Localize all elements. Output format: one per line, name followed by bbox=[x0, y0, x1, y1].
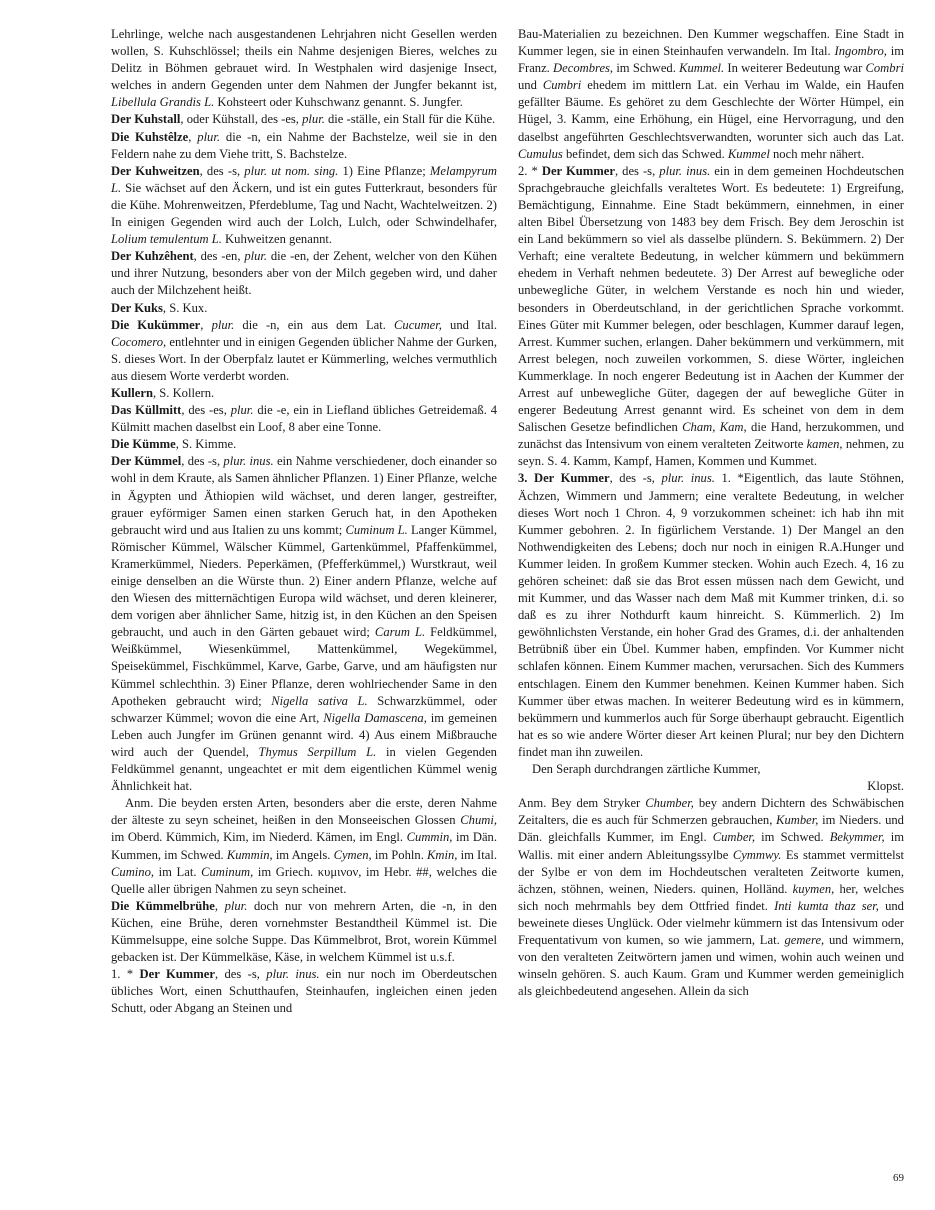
entry-text: Langer Kümmel, Römischer Kümmel, Wälscher Kümmel, Gartenkümmel, Pfaffenkümmel, Kramerkümmel, Nieders. Peperkämen, (Pfefferkümmel,) Wurstkraut, weil einige denselben an die Würste thun. 2) Einer andern Pflanze, welche auf den Wiesen des mitternächtigen Europa wild wächset, und deren kleinerer, dem vorigen aber ähnlicher Same, hitzig ist, in den Küchen an den Speisen gebraucht, und auch in den Gärten gebauet wird; bbox=[111, 522, 497, 640]
italic-term: plur. ut nom. sing. bbox=[244, 163, 339, 178]
entry-text: ein Nahme verschiedener, doch einander so wohl in dem Kraute, als Samen ähnlicher Pflanzen. 1) Einer Pflanze, welche in Ägypten und Äthiopien wild wächset, und deren langer, gestreifter, grauer eyförmiger Samen einen starken Geruch hat, in den Apotheken gebraucht wird und aus Italien zu uns kommt; bbox=[111, 454, 497, 537]
entry-text: die -n, ein Nahme der Bachstelze, weil sie in den Feldern nahe zu dem Viehe tritt, S. Bachstelze. bbox=[111, 129, 498, 161]
headword: Die Kümmelbrühe bbox=[111, 898, 215, 913]
italic-term: Cumber, bbox=[712, 830, 756, 845]
entry-text: , S. Kimme. bbox=[175, 437, 237, 452]
italic-term: Chumber, bbox=[645, 796, 694, 811]
entry-text: , bbox=[214, 898, 225, 913]
entry-text: Schwarzkümmel, oder schwarzer Kümmel; wovon die eine Art, bbox=[111, 693, 497, 725]
italic-term: Lolium temulentum L. bbox=[111, 232, 222, 247]
italic-term: Cucumer, bbox=[394, 317, 442, 332]
entry-text: Kuhweitzen genannt. bbox=[221, 232, 333, 247]
left-column-entry bbox=[111, 402, 497, 436]
entry-text: Feldkümmel, Weißkümmel, Wiesenkümmel, Mattenkümmel, Wegekümmel, Speisekümmel, Fischkümmel, Karve, Garbe, Garve, und am häufigsten nur Kümmel schlechthin. 3) Einer Pflanze, deren wohlriechender Same in den Apotheken gebraucht wird; bbox=[111, 625, 497, 708]
italic-term: Cham, Kam, bbox=[682, 420, 747, 435]
left-column-entry bbox=[111, 966, 497, 1017]
entry-text: her, welches sich noch mehrmahls bey dem Ottfried findet. bbox=[518, 881, 904, 913]
italic-term: kamen, bbox=[806, 437, 843, 452]
right-column-entry bbox=[518, 470, 904, 761]
entry-text: Anm. Die beyden ersten Arten, besonders aber die erste, deren Nahme der älteste zu seyn scheinet, heißen in den Monseeischen Glossen bbox=[111, 796, 497, 828]
entry-text: , bbox=[200, 317, 212, 332]
left-column-entry bbox=[111, 436, 497, 453]
italic-term: Kummel. bbox=[679, 61, 725, 76]
entry-text: , des -es, bbox=[181, 403, 231, 418]
entry-text: 2. * bbox=[518, 163, 542, 178]
headword: Der Kuhstall bbox=[111, 112, 181, 127]
italic-term: plur. bbox=[224, 898, 248, 913]
right-column-entry bbox=[518, 26, 904, 163]
entry-text: , S. Kux. bbox=[162, 300, 208, 315]
entry-text: und beweinete dieses Unglück. Oder vielmehr kümmern ist das Intensivum oder Frequentativum von kumen, so wie jammern, Lat. bbox=[518, 898, 904, 947]
italic-term: Combri bbox=[865, 61, 904, 76]
italic-term: kuymen, bbox=[792, 881, 835, 896]
headword: Der Kümmel bbox=[111, 454, 182, 469]
italic-term: Cymen, bbox=[333, 847, 372, 862]
left-column bbox=[111, 26, 497, 1017]
italic-term: plur. inus. bbox=[266, 967, 320, 982]
italic-term: Libellula Grandis L. bbox=[111, 95, 215, 110]
entry-text: im Schwed. bbox=[755, 830, 830, 845]
italic-term: plur. bbox=[211, 317, 235, 332]
left-column-entry bbox=[111, 129, 497, 163]
italic-term: Cocomero, bbox=[111, 334, 167, 349]
entry-text: in vielen Gegenden Feldkümmel genannt, ungeachtet er mit dem eigentlichen Kümmel wenig Ähnlichkeit hat. bbox=[111, 744, 497, 794]
entry-text: im Franz. bbox=[518, 44, 904, 76]
entry-text: im Nieders. und Dän. gleichfalls Kummer, im Engl. bbox=[518, 813, 904, 845]
italic-term: Cumulus bbox=[518, 146, 563, 161]
left-column-entry bbox=[111, 453, 497, 795]
italic-term: Inti kumta thaz ser, bbox=[774, 898, 879, 913]
left-column-entry bbox=[111, 795, 497, 898]
italic-term: plur. bbox=[244, 249, 268, 264]
entry-text: noch mehr nähert. bbox=[769, 146, 865, 161]
entry-text: Sie wächset auf den Äckern, und ist ein gutes Futterkraut, besonders für die Kühe. Mohrenweitzen, Pferdeblume, Tag und Nacht, Wachtelweitzen. 2) In einigen Gegenden wird auch der Lolch, Lulch, oder Schwindelhafer, bbox=[111, 180, 497, 230]
italic-term: plur. inus. bbox=[659, 163, 711, 178]
headword: Der Kuhzêhent bbox=[111, 249, 194, 264]
entry-text: befindet, dem sich das Schwed. bbox=[562, 146, 728, 161]
entry-text: die -en, der Zehent, welcher von den Kühen und ihrer Nutzung, besonders aber von der Milch gegeben wird, und daher auch der Milchzehent heißt. bbox=[111, 249, 497, 298]
italic-term: Decombres, bbox=[553, 61, 614, 76]
italic-term: Nigella Damascena, bbox=[323, 710, 427, 725]
entry-text: ein nur noch im Oberdeutschen übliches Wort, einen Schutthaufen, Steinhaufen, ingleichen einen jeden Schutt, oder Abgang an Steinen und bbox=[111, 967, 498, 1016]
entry-text: im Dän. Kummen, im Schwed. bbox=[111, 830, 497, 862]
entry-text: Den Seraph durchdrangen zärtliche Kummer, bbox=[532, 762, 761, 777]
entry-text: und bbox=[518, 78, 543, 93]
italic-term: plur. inus. bbox=[223, 454, 274, 469]
entry-text: und Ital. bbox=[441, 317, 497, 332]
italic-term: Cuminum L. bbox=[345, 522, 408, 537]
entry-text: Lehrlinge, welche nach ausgestandenen Lehrjahren nicht Gesellen werden wollen, S. Kuhschlössel; theils ein Nahme desjenigen Bieres, welches zu Delitz in Böhmen gebrauet wird. In Westphalen wird dasjenige Insect, welches in andern Gegenden unter dem Nahmen der Jungfer bekannt ist, bbox=[111, 27, 497, 93]
italic-term: Ingombro, bbox=[834, 44, 887, 59]
entry-text: Bau-Materialien zu bezeichnen. Den Kummer wegschaffen. Eine Stadt in Kummer legen, sie in einen Steinhaufen verwandeln. Im Ital. bbox=[518, 27, 904, 59]
right-column bbox=[518, 26, 904, 1000]
entry-text: , des -s, bbox=[214, 967, 267, 982]
entry-text: 1. * bbox=[111, 967, 140, 982]
entry-text: die -ställe, ein Stall für die Kühe. bbox=[324, 112, 496, 127]
entry-text: Es stammet vermittelst der Sylbe er von dem im Hochdeutschen veralteten Zeitworte kumen, ächzen, stöhnen, weinen, Nieders. quinen, Holländ. bbox=[518, 847, 905, 896]
entry-text: , S. Kollern. bbox=[152, 385, 215, 400]
headword: Das Küllmitt bbox=[111, 403, 182, 418]
italic-term: Cymmwy. bbox=[732, 847, 782, 862]
right-column-entry bbox=[518, 163, 904, 471]
entry-text: nehmen, zu seyn. S. 4. Kamm, Kampf, Hamen, Kommen und Kummet. bbox=[518, 437, 905, 469]
left-column-entry bbox=[111, 163, 497, 248]
entry-text: im Pohln. bbox=[371, 847, 427, 862]
headword: Der Kummer bbox=[139, 967, 215, 982]
headword: 3. Der Kummer bbox=[518, 471, 610, 486]
left-column-entry bbox=[111, 26, 497, 111]
entry-text: bey andern Dichtern des Schwäbischen Zeitalters, die es auch für Schmerzen gebrauchen, bbox=[518, 796, 904, 828]
headword: Die Kuhstêlze bbox=[111, 129, 189, 144]
left-column-entry bbox=[111, 300, 497, 317]
entry-text: ehedem im mittlern Lat. ein Verhau im Walde, ein Haufen gefällter Bäume. Es gehöret zu dem Geschlechte der Wörter Hümpel, ein Hügel, 3. Kamm, eine Erhöhung, ein Hügel, eine Hervorragung, und den daselbst angeführten Geschlechtsverwandten, worunter sich auch das Lat. bbox=[518, 78, 904, 144]
italic-term: Thymus Serpillum L. bbox=[258, 744, 377, 759]
entry-text: , des -s, bbox=[199, 163, 245, 178]
entry-text: 1) Eine Pflanze; bbox=[338, 163, 430, 178]
entry-text: im Lat. bbox=[154, 864, 202, 879]
italic-term: plur. bbox=[302, 112, 325, 127]
italic-term: Nigella sativa L. bbox=[271, 693, 368, 708]
italic-term: Kumber, bbox=[776, 813, 819, 828]
italic-term: plur. bbox=[230, 403, 254, 418]
headword: Die Kukümmer bbox=[111, 317, 201, 332]
entry-text: die Hand, herzukommen, und zunächst das Intensivum von einem veralteten Zeitworte bbox=[518, 420, 905, 452]
entry-text: , des -s, bbox=[609, 471, 662, 486]
italic-term: Cummin, bbox=[406, 830, 453, 845]
right-column-entry bbox=[518, 761, 904, 778]
left-column-entry bbox=[111, 317, 497, 385]
italic-term: Kummel bbox=[727, 146, 770, 161]
italic-term: Cuminum, bbox=[201, 864, 254, 879]
headword: Der Kuks bbox=[111, 300, 163, 315]
left-column-entry bbox=[111, 111, 497, 128]
entry-text: im Wallis. mit einer andern Ableitungssylbe bbox=[518, 830, 905, 862]
entry-text: entlehnter und in einigen Gegenden üblicher Nahme der Gurken, S. dieses Wort. In der Oberpfalz lautet er Kümmerling, welches vermuthlich aus diesem Worte verderbt worden. bbox=[111, 334, 497, 383]
entry-text: im Angels. bbox=[272, 847, 334, 862]
italic-term: plur. inus. bbox=[661, 471, 715, 486]
italic-term: Cumbri bbox=[542, 78, 582, 93]
entry-text: Klopst. bbox=[867, 779, 904, 794]
left-column-entry bbox=[111, 248, 497, 299]
entry-text: im Schwed. bbox=[613, 61, 680, 76]
headword: Der Kuhweitzen bbox=[111, 163, 200, 178]
entry-text: im Ital. bbox=[457, 847, 497, 862]
page-number: 69 bbox=[893, 1172, 904, 1184]
italic-term: Kummin, bbox=[226, 847, 273, 862]
italic-term: Carum L. bbox=[374, 625, 426, 640]
entry-text: im gemeinen Leben auch Jungfer im Grünen genannt wird. 4) Aus einem Mißbrauche wird auch der Quendel, bbox=[111, 710, 497, 759]
entry-text: , des -s, bbox=[181, 454, 224, 469]
entry-text: , oder Kühstall, des -es, bbox=[180, 112, 303, 127]
left-column-entry bbox=[111, 898, 497, 966]
right-column-entry bbox=[518, 795, 904, 1000]
italic-term: gemere, bbox=[784, 932, 825, 947]
entry-text: im Oberd. Kümmich, Kim, im Niederd. Kämen, im Engl. bbox=[111, 830, 407, 845]
entry-text: ein in dem gemeinen Hochdeutschen Sprachgebrauche gleichfalls veraltetes Wort. Es bedeutete: 1) Ergreifung, Bemächtigung, Einnahme. Eine Stadt bekümmern, einnehmen, in einer alten Bibel Übersetzung von 1483 bey dem Frisch. Bey dem Jeroschin ist ein Land bekümmern so viel als dasselbe plündern. S. Bekümmern. 2) Der Verhaft; eine veraltete Bedeutung, in welcher kümmern und bekümmern ehedem in Verhaft nehmen bedeutete. 3) Der Arrest auf bewegliche oder unbewegliche Güter, in welchem Verstande es noch hin und wieder, besonders in Oberdeutschland, in der gerichtlichen Sprache vorkommt. Eines Güter mit Kummer belegen, oder beschlagen, Kummer darauf legen, Arrest. Kummer suchen, erlangen. Daher bekümmern und verkümmern, mit Arrest belegen, noch zuweilen vorkommen, S. diese Wörter, ingleichen Kummerklage. In noch engerer Bedeutung ist in Aachen der Kummer der Arrest auf unbewegliche Güter, dagegen der auf bewegliche Güter in engerer Bedeutung Arrest genannt wird. Es scheinet von dem in dem Salischen Gesetze befindlichen bbox=[518, 163, 904, 435]
headword: Die Kümme bbox=[111, 437, 176, 452]
italic-term: Cumino, bbox=[111, 864, 155, 879]
entry-text: In weiterer Bedeutung war bbox=[724, 61, 866, 76]
italic-term: Bekymmer, bbox=[829, 830, 885, 845]
entry-text: Anm. Bey dem Stryker bbox=[518, 796, 646, 811]
entry-text: und wimmern, von den veralteten Zeitwörtern jamen und wimen, wohin auch weinen und winseln gehören. S. auch Kaum. Gram und Kummer werden gemeiniglich als gleichbedeutend angesehen. Allein da sich bbox=[518, 932, 904, 999]
entry-text: die -n, ein aus dem Lat. bbox=[234, 317, 394, 332]
entry-text: doch nur von mehrern Arten, die -n, in den Küchen, eine Brühe, deren vornehmster Bestandtheil Kümmel ist. Die Kümmelsuppe, eine solche Suppe. Das Kümmelbrot, Brot, worein Kümmel gebacken ist. Der Kümmelkäse, Käse, in welchem Kümmel ist u.s.f. bbox=[111, 898, 497, 965]
italic-term: Chumi, bbox=[460, 813, 497, 828]
entry-text: im Griech. κυμινον, im Hebr. ##, welches die Quelle aller übrigen Nahmen zu seyn scheinet. bbox=[111, 864, 498, 896]
right-column-entry bbox=[518, 778, 904, 795]
entry-text: , des -en, bbox=[193, 249, 245, 264]
entry-text: , des -s, bbox=[614, 163, 660, 178]
italic-term: Melampyrum L. bbox=[111, 163, 498, 195]
headword: Kullern bbox=[111, 385, 153, 400]
entry-text: 1. *Eigentlich, das laute Stöhnen, Ächzen, Wimmern und Jammern; eine veraltete Bedeutung, in welcher dieses Wort noch 1 Chron. 4, 9 vorzukommen scheinet: ich hab ihn mit Kummer gebohren. 2. In figürlichem Verstande. 1) Der Mangel an den Nothwendigkeiten des Lebens; doch nur noch in einigen R.A.Hunger und Kummer leiden. In großem Kummer stecken. Wohin auch Ezech. 4, 16 zu gehören scheinet: daß sie das Brot essen müssen nach dem Gewicht, und mit Kummer, und das Wasser nach dem Maß mit Kummer trinken, d.i. so daß es zu ihrer Nothdurft kaum hinreicht. S. Kümmerlich. 2) Im gewöhnlichsten Verstande, ein hoher Grad des Grames, d.i. der anhaltenden Betrübniß über ein Übel. Kummer haben, empfinden. Vor Kummer nicht schlafen können. Einem Kummer machen, verursachen. Sich des Kummers entschlagen. Einem den Kummer benehmen. Keinen Kummer haben. Sich Kummer über etwas machen. In weiterer Bedeutung wird es in kümmern, bekümmern und kummerlos auch für Sorge überhaupt gebraucht. Eigentlich hat es so wie andere Wörter dieser Art keinen Plural; nur bey den Dichtern findet man ihn zuweilen. bbox=[518, 471, 905, 759]
italic-term: plur. bbox=[197, 129, 221, 144]
entry-text: Kohsteert oder Kuhschwanz genannt. S. Jungfer. bbox=[214, 95, 463, 110]
entry-text: die -e, ein in Liefland übliches Getreidemaß. 4 Külmitt machen daselbst ein Loof, 8 aber eine Tonne. bbox=[111, 403, 498, 435]
left-column-entry bbox=[111, 385, 497, 402]
italic-term: Kmin, bbox=[427, 847, 458, 862]
headword: Der Kummer bbox=[541, 163, 615, 178]
entry-text: , bbox=[188, 129, 198, 144]
